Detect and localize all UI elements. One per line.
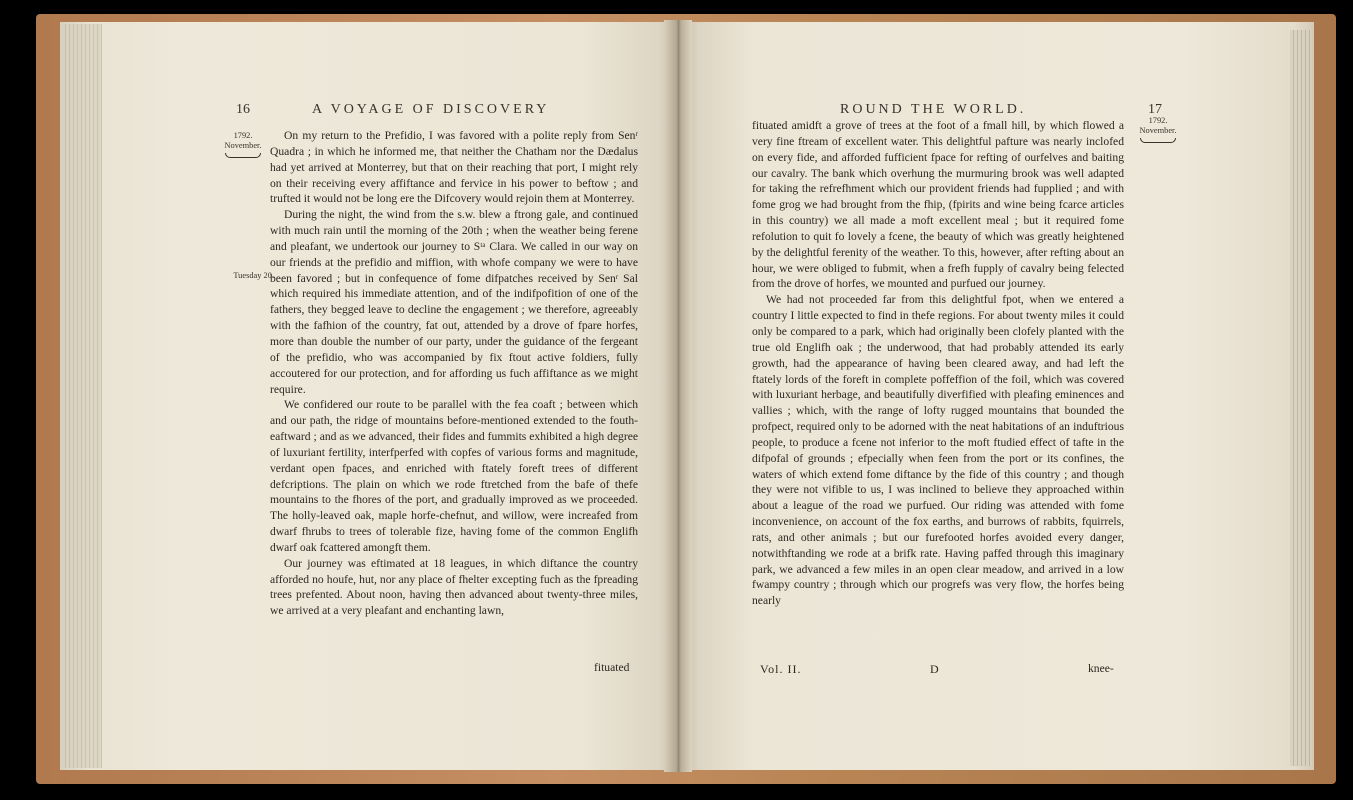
left-running-head: A VOYAGE OF DISCOVERY [312, 102, 550, 117]
left-page-edges [62, 24, 102, 768]
right-page-number: 17 [1148, 102, 1162, 117]
right-catchword: knee- [1088, 662, 1114, 675]
right-page-edges [1290, 30, 1312, 766]
right-paragraph: We had not proceeded far from this delightful fpot, when we entered a country I little expected to find in thefe regions. For about twenty miles it could only be compared to a park, which had originally been clofely planted with the true old Englifh oak ; the underwood, that had probably attended its early growth, had the appearance of having been cleared away, and had left the ftately lords of the foreft in complete poffeffion of the foil, which was covered with luxuriant herbage, and beautifully diverfified with pleafing eminences and vallies ; which, with the range of lofty rugged mountains that bounded the profpect, required only to be adorned with the neat habitations of an induftrious people, to produce a fcene not inferior to the moft ftudied effect of tafte in the difpofal of grounds ; efpecially when feen from the port or its confines, the waters of which extend fome diftance by the fide of this country ; and though they were not vifible to us, I was inclined to believe they approached within about a league of the road we purfued. Our riding was attended with fome inconvenience, on account of the fox earths, and burrows of rabbits, fquirrels, rats, and other animals ; but our furefooted horfes avoided every danger, notwithftanding we rode at a brifk rate. Having paffed through this imaginary park, we advanced a few miles in an open clear meadow, and arrived in a low fwampy country ; through which our progrefs was very flow, the horfes being nearly [752, 293, 1124, 608]
left-page-number: 16 [236, 102, 250, 117]
left-paragraph: Our journey was eftimated at 18 leagues, in which diftance the country afforded no houfe, hut, nor any place of fhelter excepting fuch as the fpreading trees prefented. About noon, having then advanced about twenty-three miles, we arrived at a very pleafant and enchanting lawn, [270, 556, 638, 618]
signature-mark: D [930, 662, 939, 676]
margin-year: 1792. [1148, 116, 1168, 125]
right-page-body [752, 118, 1124, 609]
margin-year: 1792. [233, 131, 253, 140]
left-page-body [270, 128, 638, 619]
margin-month: November. [1139, 126, 1177, 135]
right-margin-note-date [1128, 116, 1188, 143]
margin-brace [225, 153, 261, 158]
margin-month: November. [224, 141, 262, 150]
right-running-head: ROUND THE WORLD. [840, 102, 1027, 117]
left-margin-note-date [214, 131, 272, 158]
right-paragraph: fituated amidft a grove of trees at the foot of a fmall hill, by which flowed a very fine ftream of excellent water. This delightful pafture was nearly inclofed on every fide, and afforded fufficient fpace for refting of ourfelves and baiting our cavalry. The bank which overhung the murmuring brook was well adapted for taking the refrefhment which our provident friends had fupplied ; and with fome grog we had brought from the fhip, (fpirits and wine being fcarce articles in this country) we all made a moft excellent meal ; but it required fome refolution to quit fo lovely a fcene, the beauty of which was greatly heightened by the delightful ferenity of the weather. To this, however, after refting about an hour, we were obliged to fubmit, when a frefh fupply of cavalry being felected from the drove of horfes, we mounted and purfued our journey. [752, 119, 1124, 291]
left-paragraph: We confidered our route to be parallel with the fea coaft ; between which and our path, the ridge of mountains before-mentioned extended to the fouth-eaftward ; and as we advanced, their fides and fummits exhibited a high degree of luxuriant fertility, interfperfed with copfes of various forms and magnitude, verdant open fpaces, and enriched with ftately foreft trees of different defcriptions. The plain on which we rode ftretched from the bafe of thefe mountains to the fhores of the port, and gradually improved as we proceeded. The holly-leaved oak, maple horfe-chefnut, and willow, were increafed from dwarf fhrubs to trees of tolerable fize, having fome of the common Englifh dwarf oak fcattered amongft them. [270, 398, 638, 554]
left-paragraph: During the night, the wind from the s.w. blew a ftrong gale, and continued with much rain until the morning of the 20th ; when the weather being ferene and pleafant, we undertook our journey to Sᵗᵃ Clara. We called in our way on our friends at the prefidio and miffion, with whofe company we were to have been favored ; but in confequence of fome difpatches received by Senʳ Sal which required his immediate attention, and of the indifpofition of one of the fathers, they begged leave to decline the engagement ; we therefore, agreeably with the fafhion of the country, fat out, attended by a drove of fpare horfes, more than double the number of our party, under the guidance of the fergeant of the prefidio, who was accompanied by fix ftout active foldiers, fully accoutered for our protection, and for affording us fuch affiftance as we might require. [270, 208, 638, 396]
volume-signature: Vol. II. [760, 662, 802, 676]
left-margin-note-tuesday: Tuesday 20. [233, 271, 274, 280]
book-gutter [664, 20, 692, 772]
left-catchword: fituated [594, 661, 630, 674]
left-paragraph: On my return to the Prefidio, I was favored with a polite reply from Senʳ Quadra ; in which he informed me, that neither the Chatham nor the Dædalus had yet arrived at Monterrey, but that on their reaching that port, I might rely on their receiving every affiftance and fervice in his power to beftow ; and trufted it would not be long ere the Difcovery would rejoin them at Monterrey. [270, 129, 638, 206]
margin-brace [1140, 138, 1176, 143]
